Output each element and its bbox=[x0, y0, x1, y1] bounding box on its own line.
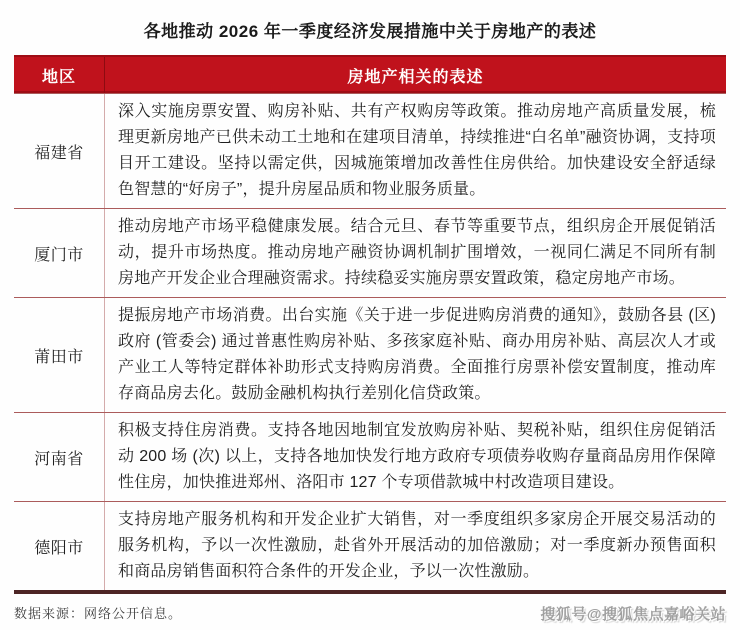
policy-text: 深入实施房票安置、购房补贴、共有产权购房等政策。推动房地产高质量发展，梳理更新房地产已供未动工土地和在建项目清单，持续推进“白名单”融资协调，支持项目开工建设。坚持以需定供，因城施策增加改善性住房供给。加快建设安全舒适绿色智慧的“好房子”，提升房屋品质和物业服务质量。 bbox=[118, 103, 716, 198]
header-cell-description: 房地产相关的表述 bbox=[347, 68, 484, 86]
table-row bbox=[14, 412, 726, 501]
policy-text: 提振房地产市场消费。出台实施《关于进一步促进购房消费的通知》，鼓励各县 (区) 政府 (管委会) 通过普惠性购房补贴、多孩家庭补贴、商办用房补贴、高层次人才或产业工人等特定群体补助形式支持购房消费。全面推行房票补偿安置制度，推动库存商品房去化。鼓励金融机构执行差别化信贷政策。 bbox=[118, 307, 716, 402]
page-title: 各地推动 2026 年一季度经济发展措施中关于房地产的表述 bbox=[143, 22, 597, 41]
table-row bbox=[14, 297, 726, 412]
region-cell: 福建省 bbox=[14, 94, 105, 208]
sohu-watermark: 搜狐号@搜狐焦点嘉峪关站 bbox=[540, 606, 726, 623]
header-cell-region: 地区 bbox=[14, 57, 105, 93]
policy-table bbox=[14, 55, 726, 594]
region-cell: 德阳市 bbox=[14, 502, 105, 590]
table-row bbox=[14, 501, 726, 590]
footer bbox=[14, 603, 726, 624]
data-source-note: 数据来源：网络公开信息。 bbox=[14, 606, 183, 621]
policy-text: 积极支持住房消费。支持各地因地制宜发放购房补贴、契税补贴，组织住房促销活动 200 场 (次) 以上，支持各地加快发行地方政府专项债券收购存量商品房用作保障性住房，加快推进郑州、洛阳市 127 个专项借款城中村改造项目建设。 bbox=[118, 422, 716, 491]
region-cell: 河南省 bbox=[14, 413, 105, 501]
policy-text: 推动房地产市场平稳健康发展。结合元旦、春节等重要节点，组织房企开展促销活动，提升市场热度。推动房地产融资协调机制扩围增效，一视同仁满足不同所有制房地产开发企业合理融资需求。持续稳妥实施房票安置政策，稳定房地产市场。 bbox=[118, 218, 716, 287]
table-row bbox=[14, 208, 726, 297]
table-header-row bbox=[14, 55, 726, 93]
policy-text: 支持房地产服务机构和开发企业扩大销售，对一季度组织多家房企开展交易活动的服务机构，予以一次性激励，赴省外开展活动的加倍激励；对一季度新办预售面积和商品房销售面积符合条件的开发企业，予以一次性激励。 bbox=[118, 511, 716, 580]
region-cell: 厦门市 bbox=[14, 209, 105, 297]
region-cell: 莆田市 bbox=[14, 298, 105, 412]
table-row bbox=[14, 93, 726, 208]
